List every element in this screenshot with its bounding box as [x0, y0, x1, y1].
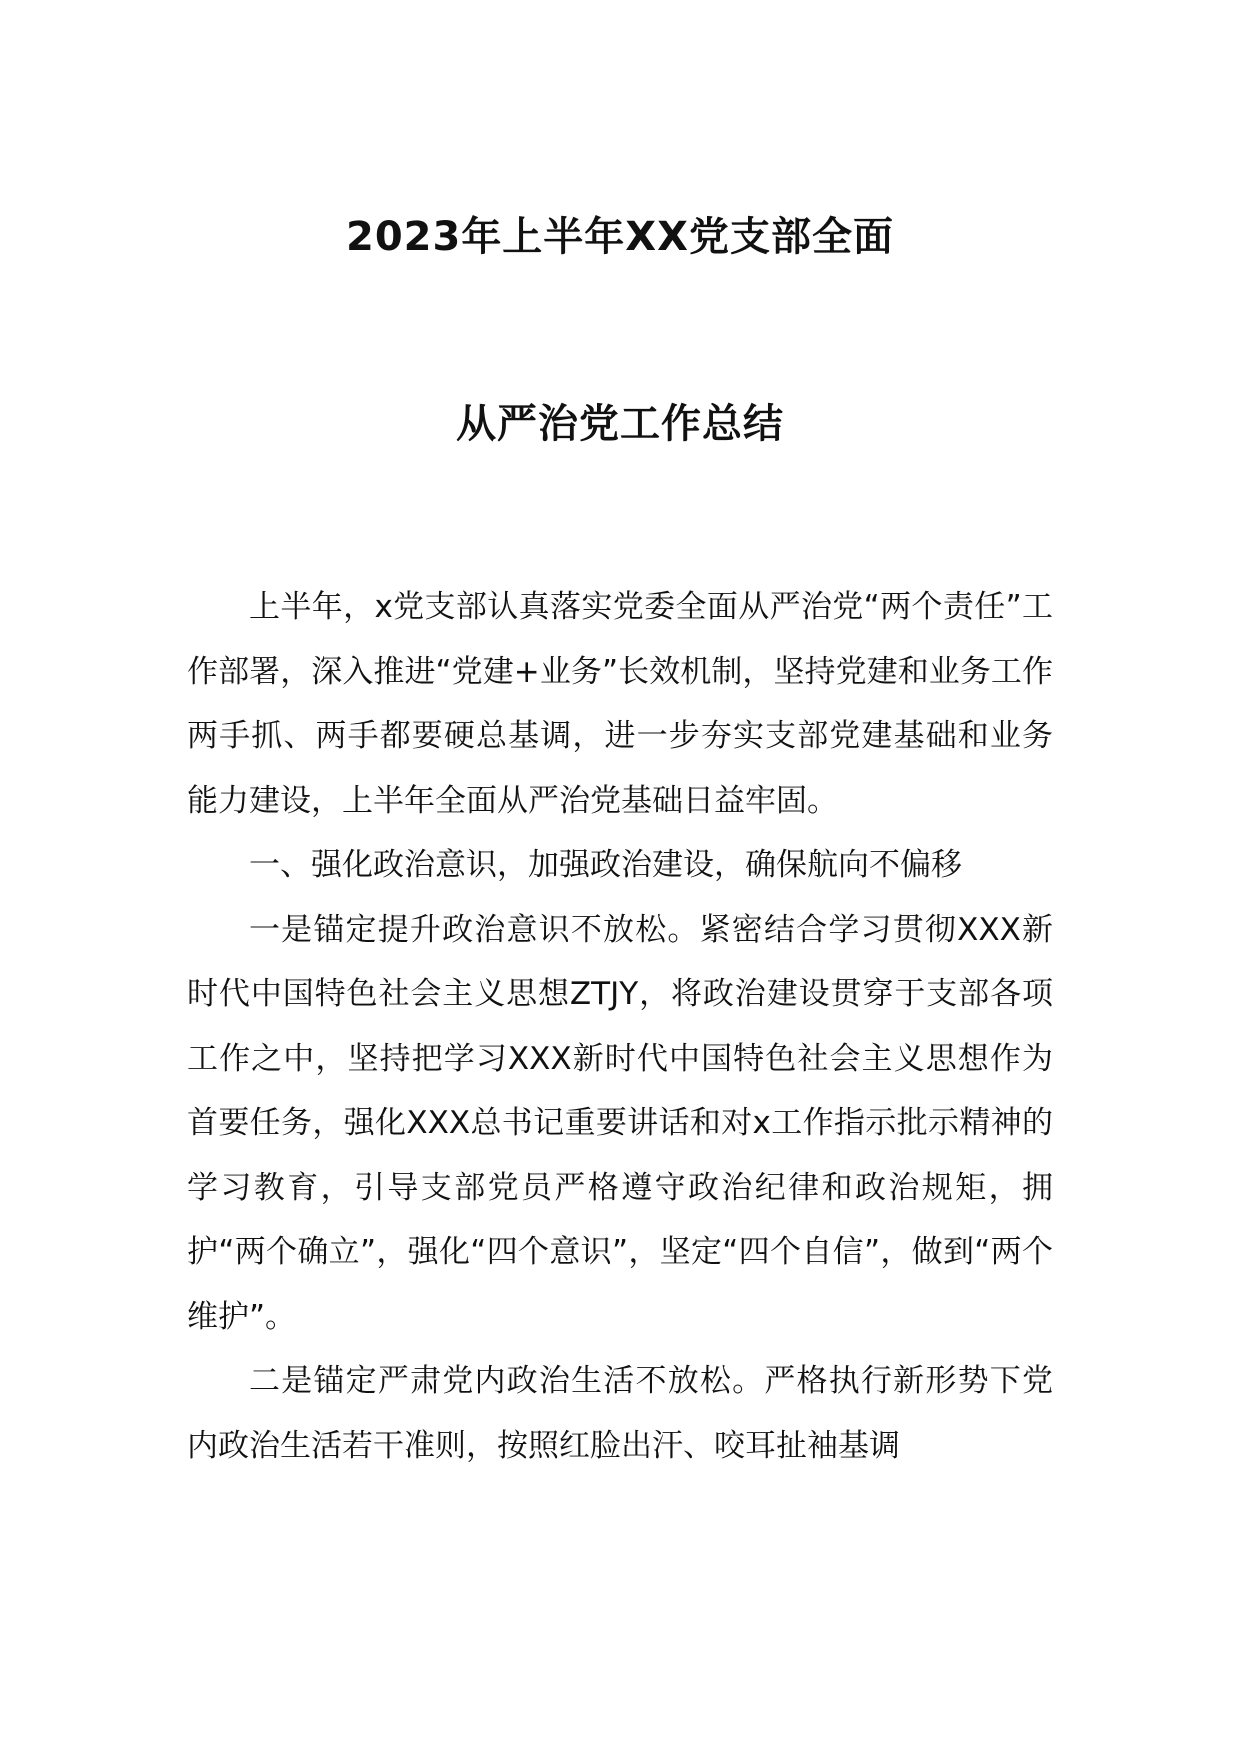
body-paragraph-2: 二是锚定严肃党内政治生活不放松。严格执行新形势下党内政治生活若干准则，按照红脸出汗、咬耳扯袖基调: [187, 1363, 1053, 1464]
document-body: [187, 575, 1053, 1478]
document-title-line-2: 从严治党工作总结: [456, 401, 784, 447]
section-heading-1: 一、强化政治意识，加强政治建设，确保航向不偏移: [249, 847, 962, 883]
body-paragraph-1: 一是锚定提升政治意识不放松。紧密结合学习贯彻XXX新时代中国特色社会主义思想ZTJY，将政治建设贯穿于支部各项工作之中，坚持把学习XXX新时代中国特色社会主义思想作为首要任务，强化XXX总书记重要讲话和对x工作指示批示精神的学习教育，引导支部党员严格遵守政治纪律和政治规矩，拥护“两个确立”，强化“四个意识”，坚定“四个自信”，做到“两个维护”。: [187, 911, 1053, 1335]
intro-paragraph: 上半年，x党支部认真落实党委全面从严治党“两个责任”工作部署，深入推进“党建+业务”长效机制，坚持党建和业务工作两手抓、两手都要硬总基调，进一步夯实支部党建基础和业务能力建设，上半年全面从严治党基础日益牢固。: [187, 589, 1053, 819]
document-title-line-1: 2023年上半年XX党支部全面: [345, 214, 894, 260]
